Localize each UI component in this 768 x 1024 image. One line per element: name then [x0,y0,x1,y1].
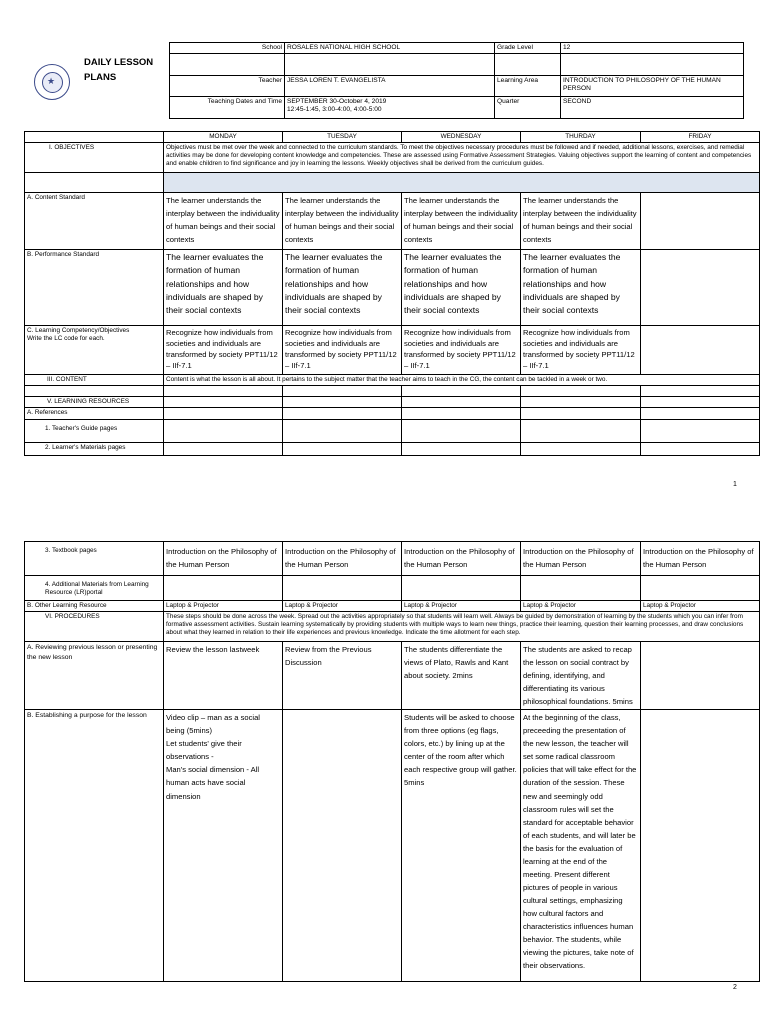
competency-cell: Recognize how individuals from societies and individuals are transformed by society PPT11/12 – IIf-7.1 [402,326,521,375]
other-cell: Laptop & Projector [521,601,641,612]
dates-value-1: SEPTEMBER 30-October 4, 2019 [287,98,387,106]
dates-label: Teaching Dates and Time [170,97,285,119]
textbook-cell: Introduction on the Philosophy of the Human Person [641,542,760,576]
additional-label: 4. Additional Materials from Learning Resource (LR)portal [25,576,164,601]
purpose-cell: Video clip – man as a social being (5mins) Let students' give their observations - Man's social dimension - All human acts have social dimension [164,710,283,982]
content-standard-cell [641,193,760,250]
lm-label: 2. Learner's Materials pages [25,443,164,456]
objectives-shaded-row [164,173,760,193]
other-label: B. Other Learning Resource [25,601,164,612]
purpose-cell [641,710,760,982]
tg-label: 1. Teacher's Guide pages [25,420,164,443]
competency-label: C. Learning Competency/Objectives [27,327,130,334]
area-label: Learning Area [495,76,561,97]
content-standard-cell: The learner understands the interplay between the individuality of human beings and their social contexts [283,193,402,250]
other-cell: Laptop & Projector [402,601,521,612]
doc-title-line2: PLANS [84,72,117,83]
review-cell: The students differentiate the views of Plato, Rawls and Kant about society. 2mins [402,642,521,710]
doc-title-line1: DAILY LESSON [84,57,154,68]
textbook-cell: Introduction on the Philosophy of the Human Person [402,542,521,576]
doc-title [84,55,153,85]
other-cell: Laptop & Projector [164,601,283,612]
performance-standard-cell: The learner evaluates the formation of human relationships and how individuals are shaped by their social contexts [402,250,521,326]
content-standard-cell: The learner understands the interplay between the individuality of human beings and their social contexts [164,193,283,250]
day-header: MONDAY [164,132,283,143]
review-cell: Review the lesson lastweek [164,642,283,710]
quarter-value: SECOND [561,97,744,119]
teacher-label: Teacher [170,76,285,97]
purpose-cell: At the beginning of the class, preceeding the presentation of the new lesson, the teacher will set some radical classroom policies that will take effect for the duration of the session. These new and seemingly odd classroom rules will set the standard for acceptable behavior of each students, and will later be the basis for the evaluation of learning at the end of the meeting. Present different pictures of people in various cultural settings, emphasizing how cultural factors and characteristics influences human behavior. The students, while viewing the pictures, take note of their observations. [521,710,641,982]
procedures-text: These steps should be done across the week. Spread out the activities appropriately so that students will learn well. Always be guided by demonstration of learning by the students which you can infer from formative assessment activities. Sustain learning systematically by providing students with multiple ways to learn new things, practice their learning, question their learning processes, and draw conclusions about what they learned in relation to their life experiences and previous knowledge. Indicate the time allotment for each step. [164,612,760,642]
dates-value [285,97,495,119]
school-value: ROSALES NATIONAL HIGH SCHOOL [285,43,495,54]
content-standard-cell: The learner understands the interplay between the individuality of human beings and their social contexts [521,193,641,250]
day-header: TUESDAY [283,132,402,143]
review-cell [641,642,760,710]
procedures-label: VI. PROCEDURES [25,612,164,642]
purpose-label: B. Establishing a purpose for the lesson [25,710,164,982]
day-header: WEDNESDAY [402,132,521,143]
teacher-value: JESSA LOREN T. EVANGELISTA [285,76,495,97]
quarter-label: Quarter [495,97,561,119]
content-label: III. CONTENT [25,375,164,386]
page1-lesson-table [24,131,760,456]
textbook-label: 3. Textbook pages [25,542,164,576]
competency-cell: Recognize how individuals from societies and individuals are transformed by society PPT11/12 – IIf-7.1 [521,326,641,375]
performance-standard-label: B. Performance Standard [25,250,164,326]
textbook-cell: Introduction on the Philosophy of the Human Person [283,542,402,576]
resources-label: V. LEARNING RESOURCES [25,397,164,408]
deped-seal-icon: ★ [34,64,70,100]
competency-sub: Write the LC code for each. [27,335,105,342]
review-label: A. Reviewing previous lesson or presenting the new lesson [25,642,164,710]
school-label: School [170,43,285,54]
competency-label-cell [25,326,164,375]
header-table [169,42,744,119]
page-number: 1 [733,481,737,488]
page-number: 2 [733,984,737,991]
page2-lesson-table [24,541,760,982]
purpose-cell [283,710,402,982]
content-text: Content is what the lesson is all about. It pertains to the subject matter that the teacher aims to teach in the CG, the content can be tackled in a week or two. [164,375,760,386]
other-cell: Laptop & Projector [283,601,402,612]
content-standard-cell: The learner understands the interplay between the individuality of human beings and their social contexts [402,193,521,250]
objectives-text: Objectives must be met over the week and connected to the curriculum standards. To meet the objectives necessary procedures must be followed and if needed, additional lessons, exercises, and remedial activities may be done for developing content knowledge and competencies. These are assessed using Formative Assessment Strategies. Valuing objectives support the learning of content and competencies and enable children to find significance and joy in learning the lessons. Weekly objectives shall be derived from the curriculum guides. [164,143,760,173]
textbook-cell: Introduction on the Philosophy of the Human Person [521,542,641,576]
content-standard-label: A. Content Standard [25,193,164,250]
performance-standard-cell: The learner evaluates the formation of human relationships and how individuals are shaped by their social contexts [283,250,402,326]
review-cell: Review from the Previous Discussion [283,642,402,710]
dates-value-2: 12:45-1:45, 3:00-4:00, 4:00-5:00 [287,106,382,114]
day-header: FRIDAY [641,132,760,143]
objectives-label: I. OBJECTIVES [25,143,164,173]
competency-cell [641,326,760,375]
grade-label: Grade Level [495,43,561,54]
references-label: A. References [25,408,164,420]
competency-cell: Recognize how individuals from societies and individuals are transformed by society PPT11/12 – IIf-7.1 [283,326,402,375]
performance-standard-cell: The learner evaluates the formation of human relationships and how individuals are shaped by their social contexts [521,250,641,326]
grade-value: 12 [561,43,744,54]
purpose-cell: Students will be asked to choose from three options (eg flags, colors, etc.) by lining up at the center of the room after which each respective group will gather. 5mins [402,710,521,982]
textbook-cell: Introduction on the Philosophy of the Human Person [164,542,283,576]
review-cell: The students are asked to recap the lesson on social contract by defining, identifying, and differentiating its various philosophical foundations. 5mins [521,642,641,710]
performance-standard-cell [641,250,760,326]
area-value: INTRODUCTION TO PHILOSOPHY OF THE HUMAN PERSON [561,76,744,97]
day-header: THURDAY [521,132,641,143]
competency-cell: Recognize how individuals from societies and individuals are transformed by society PPT11/12 – IIf-7.1 [164,326,283,375]
other-cell: Laptop & Projector [641,601,760,612]
performance-standard-cell: The learner evaluates the formation of human relationships and how individuals are shaped by their social contexts [164,250,283,326]
